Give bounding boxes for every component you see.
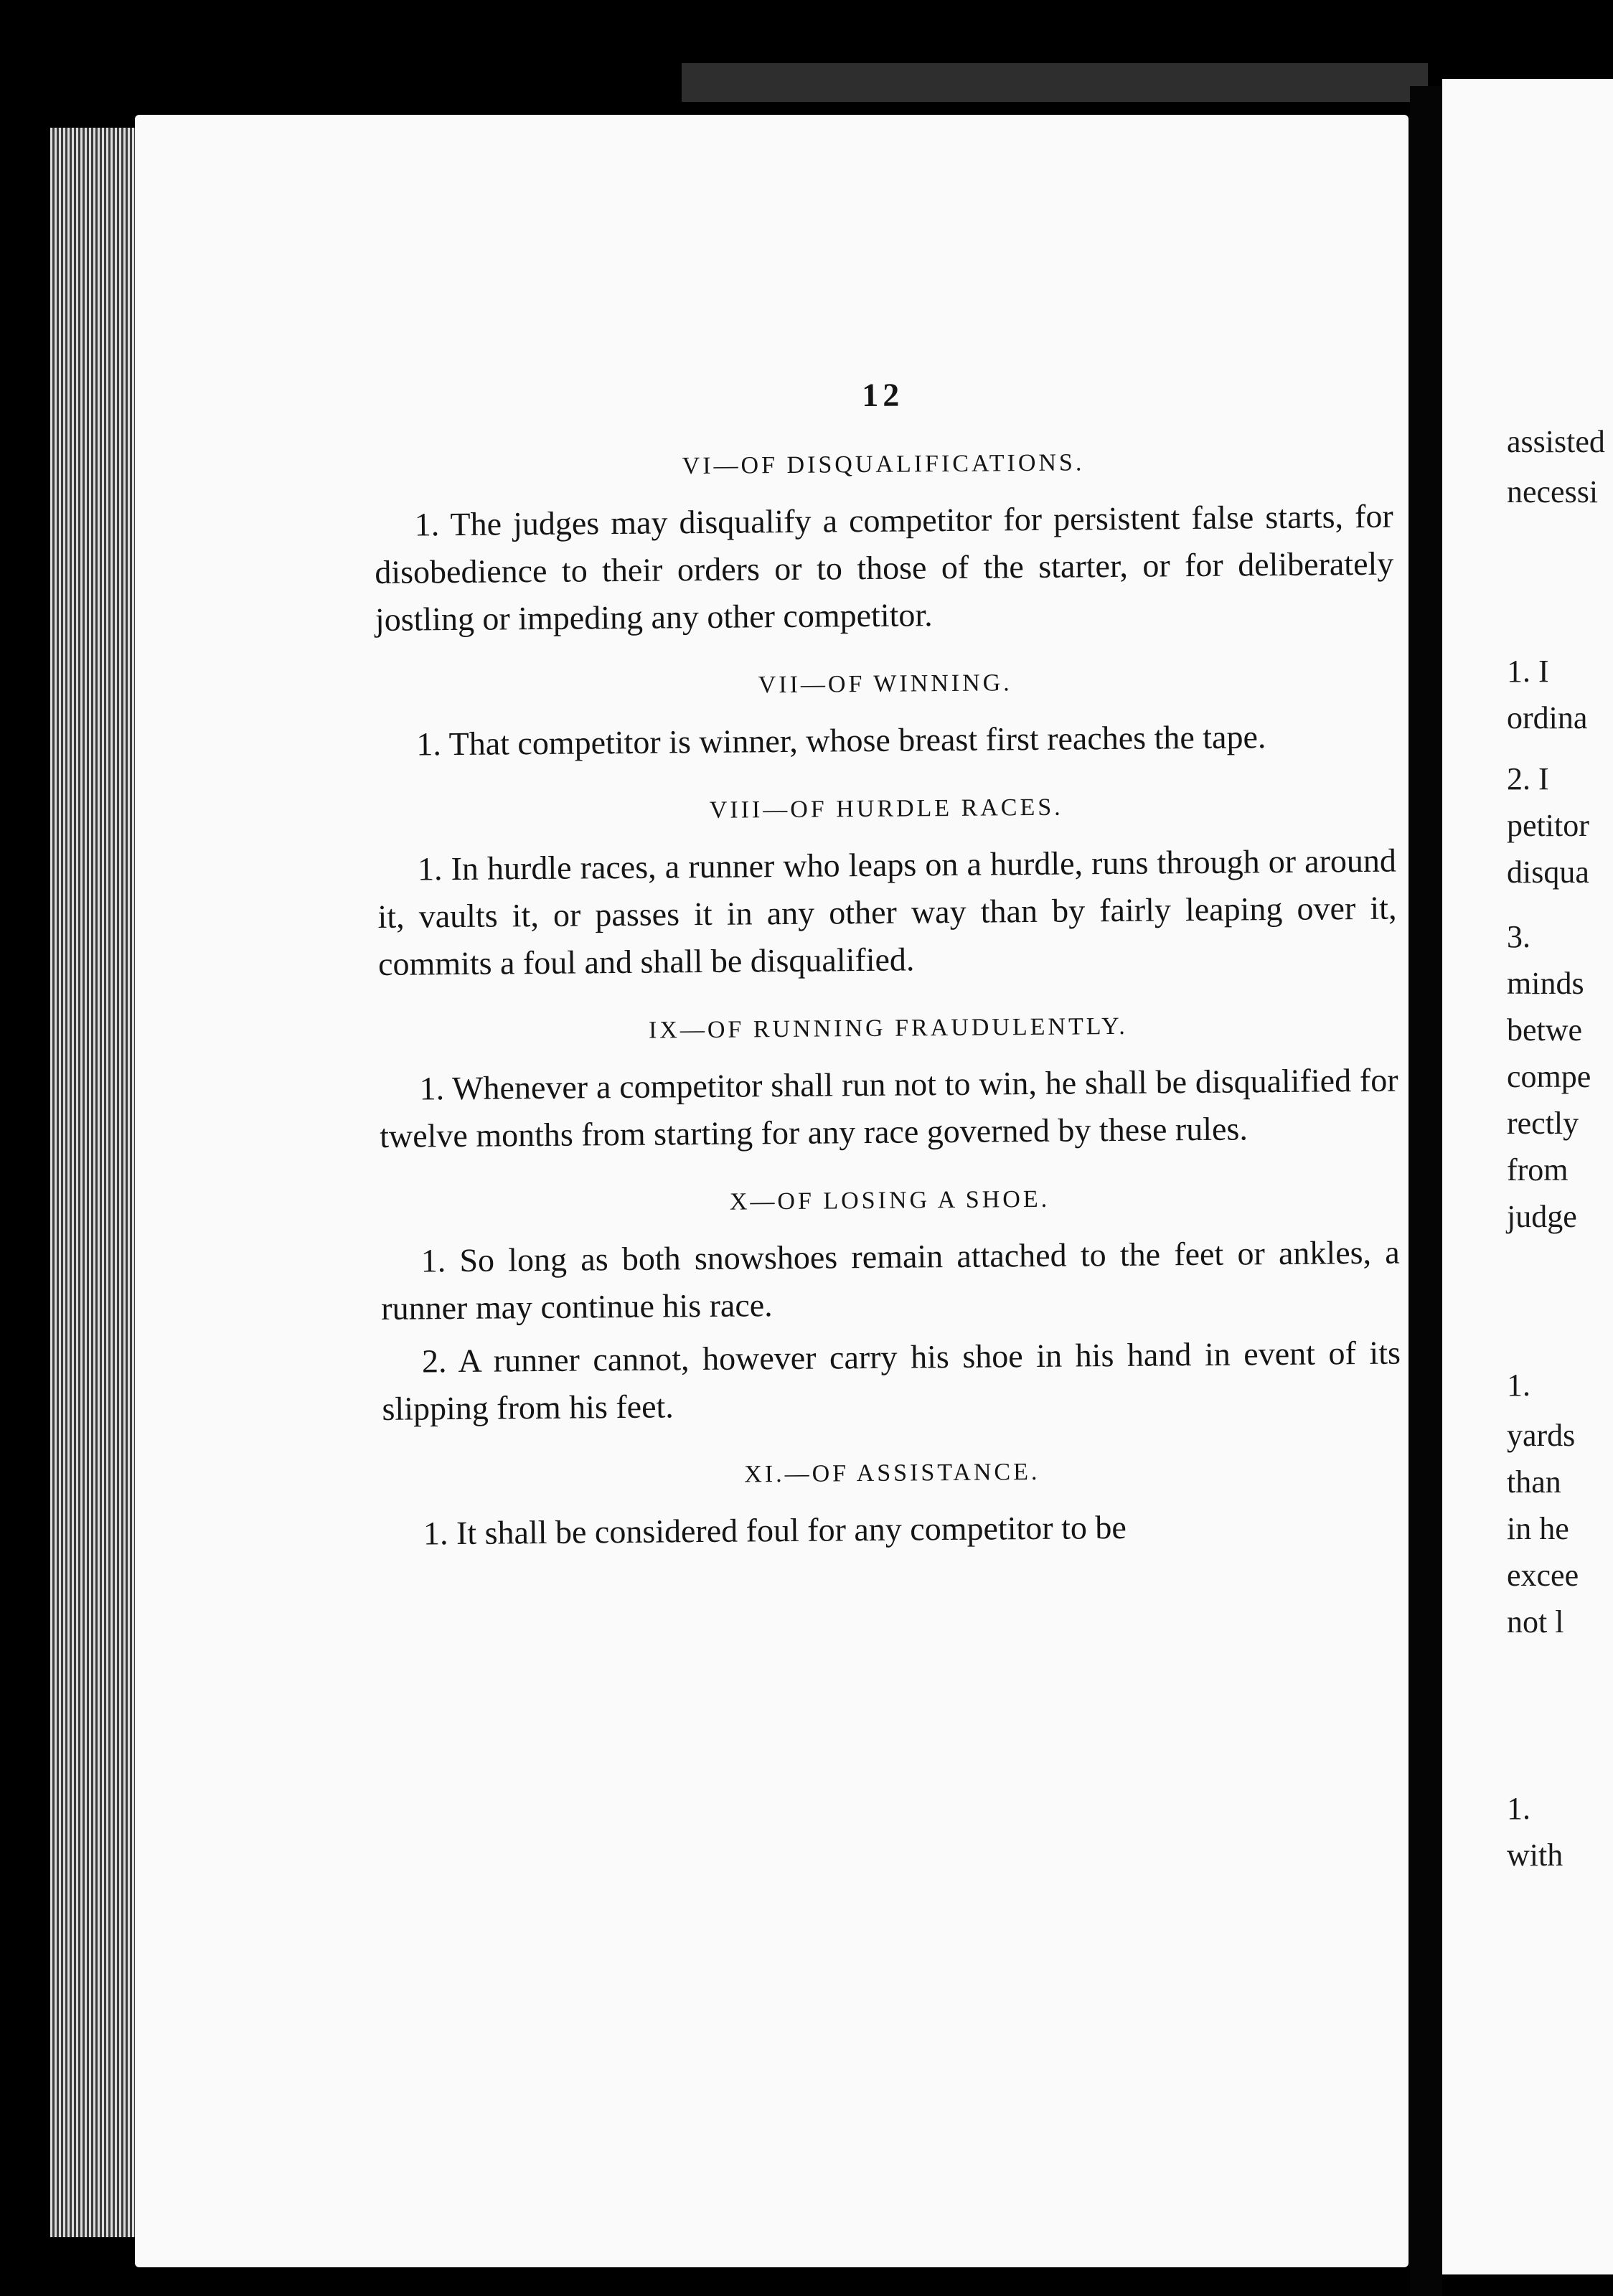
rule-paragraph: 1. So long as both snowshoes remain attached to the feet or ankles, a runner may continue his race. xyxy=(381,1233,1400,1327)
section-heading: VII—OF WINNING. xyxy=(758,669,1012,699)
facing-line: in he xyxy=(1507,1511,1569,1546)
section-hurdle-races xyxy=(377,791,1397,988)
facing-line: assisted xyxy=(1507,424,1605,459)
section-disqualifications xyxy=(374,447,1394,644)
section-heading: VI—OF DISQUALIFICATIONS. xyxy=(682,449,1085,480)
rule-paragraph: 1. The judges may disqualify a competitor for persistent false starts, for disobedience to their orders or to those of the starter, or for deliberately jostling or impeding any other competitor. xyxy=(375,497,1394,638)
facing-line: rectly xyxy=(1507,1106,1579,1141)
book-gutter xyxy=(1410,86,1442,2296)
rule-paragraph: 2. A runner cannot, however carry his shoe in his hand in event of its slipping from his feet. xyxy=(382,1334,1401,1427)
rule-paragraph: 1. It shall be considered foul for any competitor to be xyxy=(423,1508,1127,1552)
section-assistance xyxy=(382,1456,1402,1558)
page-content xyxy=(373,372,1402,1563)
section-heading: XI.—OF ASSISTANCE. xyxy=(744,1458,1040,1488)
section-running-fraudulently xyxy=(379,1011,1399,1160)
rule-paragraph: 1. That competitor is winner, whose breast first reaches the tape. xyxy=(416,718,1266,763)
facing-line: compe xyxy=(1507,1059,1591,1094)
facing-line: from xyxy=(1507,1152,1569,1187)
facing-line: 3. xyxy=(1507,919,1530,954)
binding-band xyxy=(682,63,1428,102)
facing-line: yards xyxy=(1507,1418,1576,1453)
facing-line: 1. xyxy=(1507,1791,1530,1826)
section-heading: IX—OF RUNNING FRAUDULENTLY. xyxy=(648,1012,1128,1044)
facing-line: not l xyxy=(1507,1604,1564,1639)
facing-line: with xyxy=(1507,1838,1563,1873)
facing-line: necessi xyxy=(1507,474,1599,509)
page-number: 12 xyxy=(861,376,904,414)
facing-line: betwe xyxy=(1507,1012,1583,1048)
section-heading: X—OF LOSING A SHOE. xyxy=(729,1185,1050,1215)
facing-line: than xyxy=(1507,1464,1561,1500)
rule-paragraph: 1. Whenever a competitor shall run not to win, he shall be disqualified for twelve months from starting for any race governed by these rules. xyxy=(379,1061,1398,1154)
facing-line: 1. I xyxy=(1507,654,1549,689)
section-winning xyxy=(376,667,1396,768)
section-losing-a-shoe xyxy=(380,1183,1401,1433)
facing-line: disqua xyxy=(1507,855,1589,890)
rule-paragraph: 1. In hurdle races, a runner who leaps on a hurdle, runs through or around it, vaults it, or passes it in any other way than by fairly leaping over it, commits a foul and shall be disqualified. xyxy=(377,842,1397,982)
facing-line: 1. xyxy=(1507,1368,1530,1403)
page-edges xyxy=(50,128,136,2237)
facing-line: excee xyxy=(1507,1558,1579,1593)
facing-line: 2. I xyxy=(1507,761,1549,796)
section-heading: VIII—OF HURDLE RACES. xyxy=(709,794,1063,824)
facing-line: petitor xyxy=(1507,808,1589,843)
facing-line: judge xyxy=(1507,1199,1577,1234)
facing-line: ordina xyxy=(1507,700,1588,735)
facing-line: minds xyxy=(1507,966,1584,1001)
